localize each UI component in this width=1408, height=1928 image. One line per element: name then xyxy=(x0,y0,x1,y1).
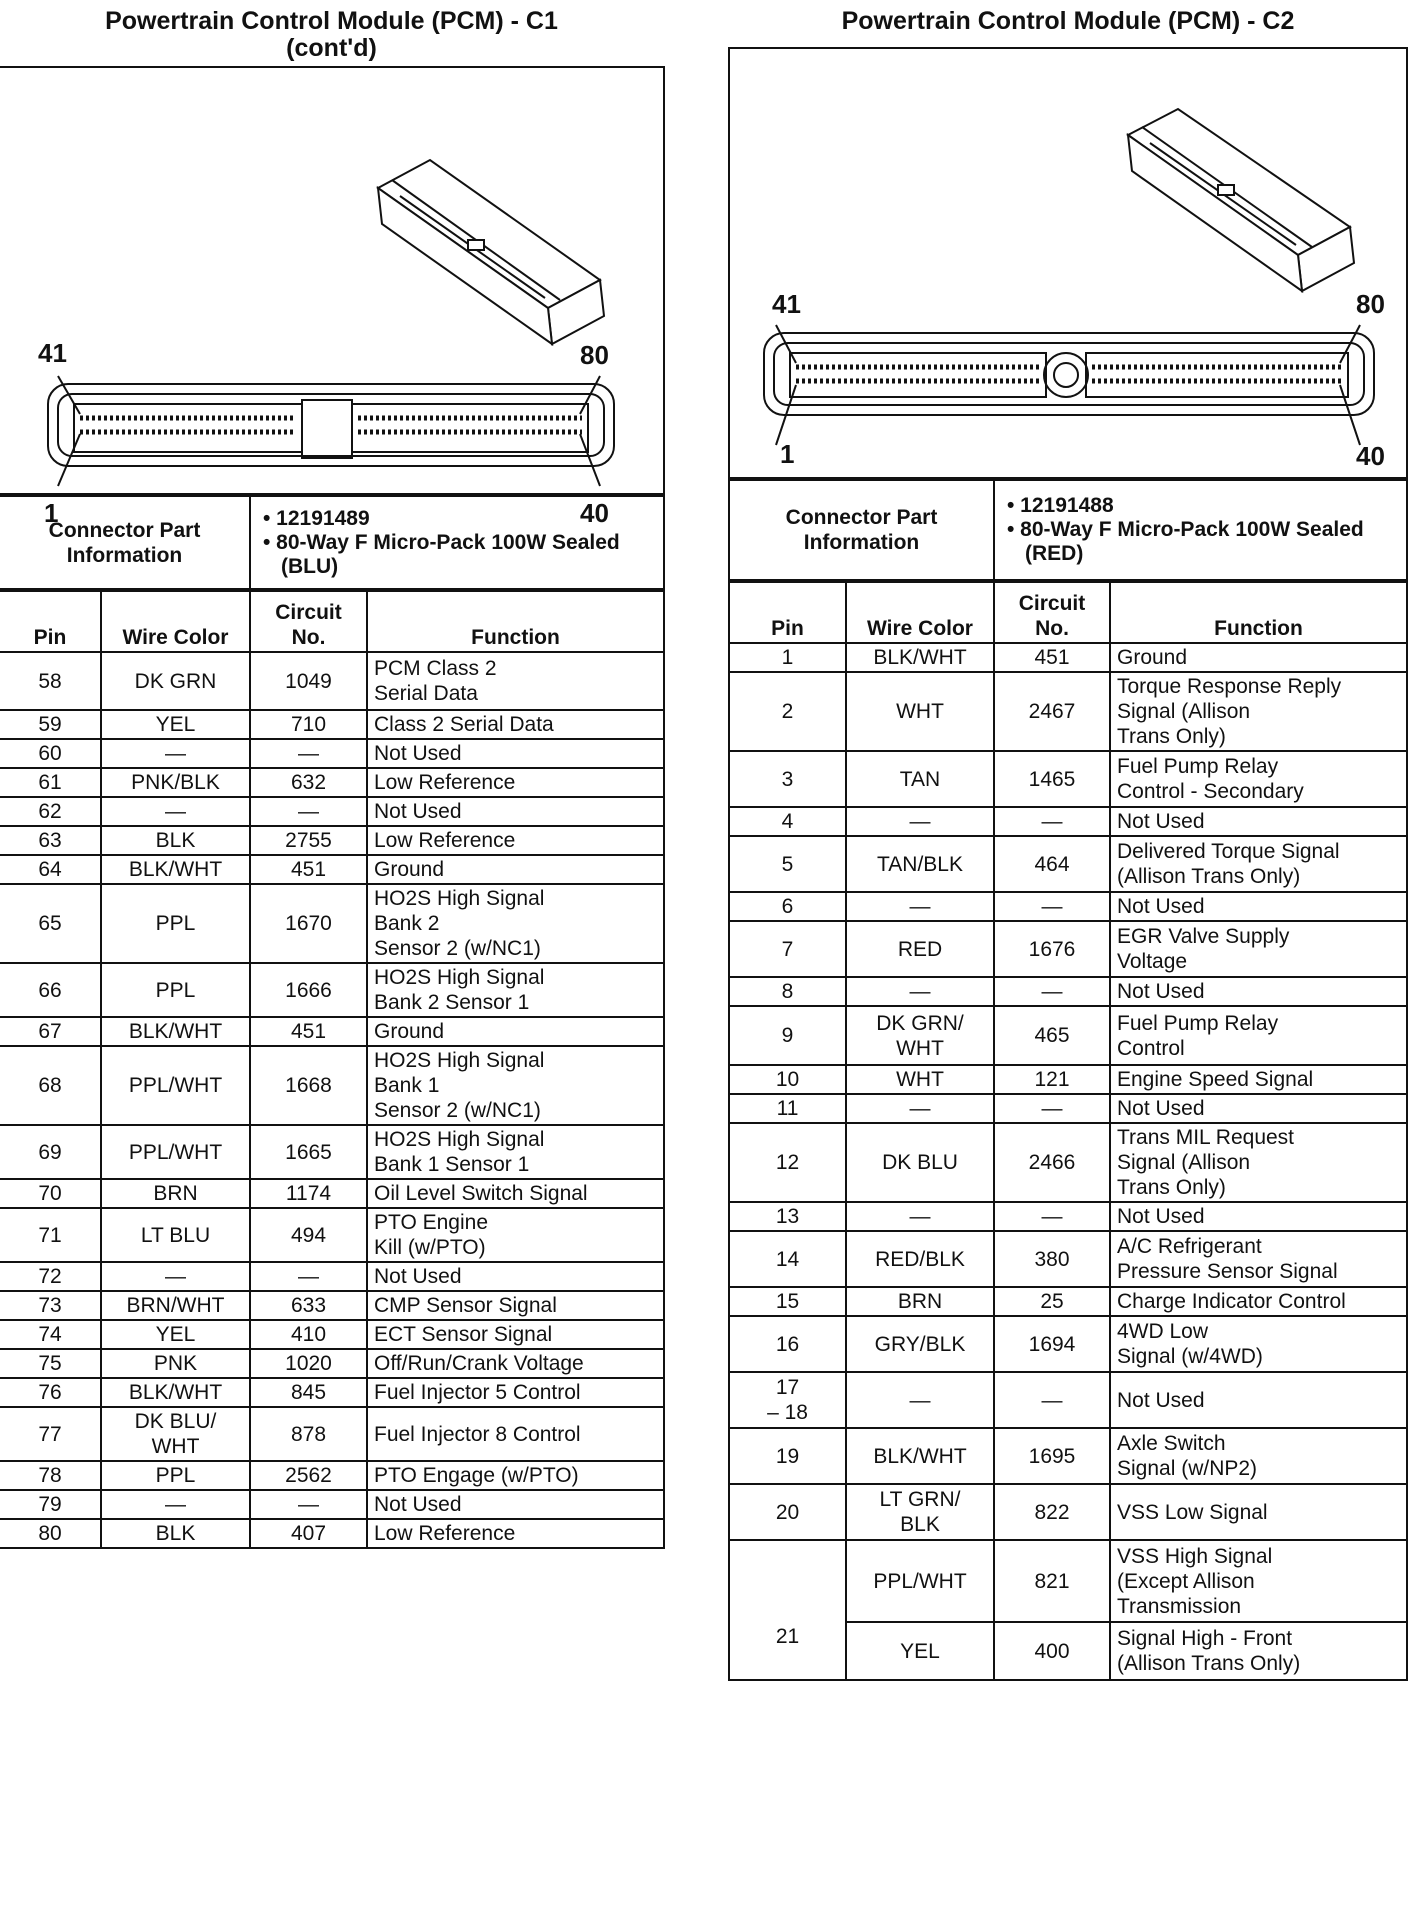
wire-color-cell: — xyxy=(846,807,994,836)
table-row xyxy=(0,1291,663,1320)
table-row xyxy=(730,892,1406,921)
wire-color-cell: BRN xyxy=(101,1179,250,1208)
wire-color-cell: PPL/WHT xyxy=(101,1125,250,1179)
circuit-cell: 380 xyxy=(994,1231,1110,1287)
c2-pin-label-40: 40 xyxy=(1356,441,1385,471)
circuit-cell: 400 xyxy=(994,1622,1110,1680)
pin-cell: 8 xyxy=(730,977,846,1006)
pin-cell: 5 xyxy=(730,836,846,892)
c1-circuit-header: Circuit No. xyxy=(250,591,367,652)
wire-color-cell: BLK/WHT xyxy=(101,1378,250,1407)
wire-color-cell: BLK/WHT xyxy=(101,855,250,884)
table-row xyxy=(0,1407,663,1461)
circuit-cell: — xyxy=(994,892,1110,921)
pin-cell: 70 xyxy=(0,1179,101,1208)
table-row xyxy=(730,836,1406,892)
table-row xyxy=(0,1262,663,1291)
table-row xyxy=(0,855,663,884)
wire-color-cell: LT GRN/ BLK xyxy=(846,1484,994,1540)
pin-cell: 66 xyxy=(0,963,101,1017)
pin-cell: 71 xyxy=(0,1208,101,1262)
function-cell: Not Used xyxy=(367,739,663,768)
function-cell: Oil Level Switch Signal xyxy=(367,1179,663,1208)
wire-color-cell: — xyxy=(101,1262,250,1291)
wire-color-cell: YEL xyxy=(101,1320,250,1349)
pin-cell: 58 xyxy=(0,652,101,710)
function-cell: PTO Engine Kill (w/PTO) xyxy=(367,1208,663,1262)
pin-cell: 76 xyxy=(0,1378,101,1407)
connector-c2-panel xyxy=(728,0,1408,1681)
function-cell: Engine Speed Signal xyxy=(1110,1065,1406,1094)
function-cell: Class 2 Serial Data xyxy=(367,710,663,739)
function-cell: HO2S High Signal Bank 1 Sensor 2 (w/NC1) xyxy=(367,1046,663,1125)
c1-wire-color-header: Wire Color xyxy=(101,591,250,652)
wire-color-cell: WHT xyxy=(846,672,994,751)
pin-cell: 9 xyxy=(730,1006,846,1065)
c1-pin-label-80: 80 xyxy=(580,340,609,370)
c2-wire-color-header: Wire Color xyxy=(846,582,994,643)
circuit-cell: 407 xyxy=(250,1519,367,1548)
pin-cell: 61 xyxy=(0,768,101,797)
function-cell: Low Reference xyxy=(367,1519,663,1548)
function-cell: VSS Low Signal xyxy=(1110,1484,1406,1540)
pin-cell: 67 xyxy=(0,1017,101,1046)
function-cell: Low Reference xyxy=(367,826,663,855)
wire-color-cell: — xyxy=(846,1094,994,1123)
function-cell: Not Used xyxy=(1110,977,1406,1006)
circuit-cell: 451 xyxy=(250,855,367,884)
circuit-cell: 121 xyxy=(994,1065,1110,1094)
circuit-cell: 1666 xyxy=(250,963,367,1017)
pin-cell: 13 xyxy=(730,1202,846,1231)
function-cell: 4WD Low Signal (w/4WD) xyxy=(1110,1316,1406,1372)
pin-cell: 59 xyxy=(0,710,101,739)
pin-cell: 77 xyxy=(0,1407,101,1461)
function-cell: ECT Sensor Signal xyxy=(367,1320,663,1349)
function-cell: Ground xyxy=(367,855,663,884)
table-row xyxy=(0,1378,663,1407)
c2-pin-label-41: 41 xyxy=(772,289,801,319)
table-row xyxy=(0,710,663,739)
pin-cell: 62 xyxy=(0,797,101,826)
table-row xyxy=(0,884,663,963)
circuit-cell: 878 xyxy=(250,1407,367,1461)
circuit-cell: — xyxy=(994,977,1110,1006)
wire-color-cell: RED/BLK xyxy=(846,1231,994,1287)
function-cell: PCM Class 2 Serial Data xyxy=(367,652,663,710)
function-cell: Not Used xyxy=(1110,1372,1406,1428)
table-row xyxy=(0,739,663,768)
pin-cell: 60 xyxy=(0,739,101,768)
table-row xyxy=(0,1017,663,1046)
circuit-cell: — xyxy=(994,1094,1110,1123)
c1-title: Powertrain Control Module (PCM) - C1 (cont'd) xyxy=(105,7,558,62)
c2-pin-table xyxy=(730,581,1406,1681)
wire-color-cell: WHT xyxy=(846,1065,994,1094)
function-cell: Fuel Injector 8 Control xyxy=(367,1407,663,1461)
c2-box xyxy=(728,47,1408,1681)
c1-box xyxy=(0,66,665,1549)
table-row xyxy=(730,1428,1406,1484)
wire-color-cell: — xyxy=(101,1490,250,1519)
wire-color-cell: DK BLU xyxy=(846,1123,994,1202)
circuit-cell: 2466 xyxy=(994,1123,1110,1202)
table-row xyxy=(730,1316,1406,1372)
function-cell: Not Used xyxy=(367,1490,663,1519)
pin-cell: 73 xyxy=(0,1291,101,1320)
c1-pin-label-41: 41 xyxy=(38,338,67,368)
table-row xyxy=(0,652,663,710)
table-row xyxy=(0,797,663,826)
table-row xyxy=(730,1287,1406,1316)
table-row xyxy=(0,1125,663,1179)
table-row xyxy=(0,1046,663,1125)
wire-color-cell: — xyxy=(846,977,994,1006)
pin-cell: 12 xyxy=(730,1123,846,1202)
table-row xyxy=(730,977,1406,1006)
pin-cell: 74 xyxy=(0,1320,101,1349)
c2-part-details: • 12191488 • 80-Way F Micro-Pack 100W Sealed (RED) xyxy=(994,480,1406,580)
table-row xyxy=(0,1179,663,1208)
table-row xyxy=(730,921,1406,977)
circuit-cell: 465 xyxy=(994,1006,1110,1065)
pin-cell: 65 xyxy=(0,884,101,963)
wire-color-cell: — xyxy=(101,739,250,768)
table-row xyxy=(730,1484,1406,1540)
circuit-cell: 822 xyxy=(994,1484,1110,1540)
wire-color-cell: BLK xyxy=(101,826,250,855)
wire-color-cell: — xyxy=(846,1202,994,1231)
table-row xyxy=(0,1461,663,1490)
table-row xyxy=(730,672,1406,751)
pin-cell: 6 xyxy=(730,892,846,921)
pin-cell: 14 xyxy=(730,1231,846,1287)
wire-color-cell: DK GRN xyxy=(101,652,250,710)
circuit-cell: — xyxy=(250,797,367,826)
c1-connector-drawing xyxy=(0,68,663,493)
pin-cell: 4 xyxy=(730,807,846,836)
pin-cell: 2 xyxy=(730,672,846,751)
circuit-cell: 451 xyxy=(250,1017,367,1046)
c2-part-info xyxy=(730,479,1406,581)
table-row xyxy=(730,1094,1406,1123)
wire-color-cell: PPL/WHT xyxy=(101,1046,250,1125)
wire-color-cell: — xyxy=(101,797,250,826)
function-cell: EGR Valve Supply Voltage xyxy=(1110,921,1406,977)
table-row xyxy=(730,1006,1406,1065)
wire-color-cell: YEL xyxy=(101,710,250,739)
wire-color-cell: — xyxy=(846,1372,994,1428)
wire-color-cell: LT BLU xyxy=(101,1208,250,1262)
circuit-cell: 633 xyxy=(250,1291,367,1320)
table-row xyxy=(730,1540,1406,1622)
table-row xyxy=(0,1320,663,1349)
wire-color-cell: DK GRN/ WHT xyxy=(846,1006,994,1065)
function-cell: Fuel Injector 5 Control xyxy=(367,1378,663,1407)
c2-pin-label-80: 80 xyxy=(1356,289,1385,319)
wire-color-cell: TAN xyxy=(846,751,994,807)
wire-color-cell: BRN xyxy=(846,1287,994,1316)
pin-cell: 16 xyxy=(730,1316,846,1372)
table-row xyxy=(730,643,1406,672)
table-row xyxy=(730,1202,1406,1231)
pin-cell: 20 xyxy=(730,1484,846,1540)
circuit-cell: — xyxy=(250,1490,367,1519)
c1-part-info xyxy=(0,495,663,590)
c2-part-label: Connector Part Information xyxy=(730,480,994,580)
function-cell: Off/Run/Crank Voltage xyxy=(367,1349,663,1378)
function-cell: HO2S High Signal Bank 1 Sensor 1 xyxy=(367,1125,663,1179)
function-cell: HO2S High Signal Bank 2 Sensor 2 (w/NC1) xyxy=(367,884,663,963)
wire-color-cell: YEL xyxy=(846,1622,994,1680)
c2-connector-3d-icon xyxy=(1128,109,1354,291)
circuit-cell: 2467 xyxy=(994,672,1110,751)
c2-connector-diagram xyxy=(730,49,1406,479)
pin-cell: 75 xyxy=(0,1349,101,1378)
function-cell: Not Used xyxy=(1110,1094,1406,1123)
c2-pin-header: Pin xyxy=(730,582,846,643)
table-row xyxy=(0,768,663,797)
circuit-cell: — xyxy=(250,739,367,768)
table-row xyxy=(0,1490,663,1519)
pin-cell: 64 xyxy=(0,855,101,884)
table-row xyxy=(730,751,1406,807)
table-row xyxy=(0,1208,663,1262)
wire-color-cell: PNK/BLK xyxy=(101,768,250,797)
circuit-cell: 1174 xyxy=(250,1179,367,1208)
function-cell: Delivered Torque Signal (Allison Trans Only) xyxy=(1110,836,1406,892)
table-row xyxy=(730,1065,1406,1094)
function-cell: Ground xyxy=(1110,643,1406,672)
function-cell: Not Used xyxy=(1110,807,1406,836)
wire-color-cell: — xyxy=(846,892,994,921)
circuit-cell: 632 xyxy=(250,768,367,797)
function-cell: Not Used xyxy=(367,797,663,826)
circuit-cell: 1465 xyxy=(994,751,1110,807)
function-cell: Signal High - Front (Allison Trans Only) xyxy=(1110,1622,1406,1680)
wire-color-cell: BLK/WHT xyxy=(101,1017,250,1046)
circuit-cell: 451 xyxy=(994,643,1110,672)
pin-cell: 19 xyxy=(730,1428,846,1484)
circuit-cell: — xyxy=(250,1262,367,1291)
c2-function-header: Function xyxy=(1110,582,1406,643)
c2-title: Powertrain Control Module (PCM) - C2 xyxy=(841,7,1295,35)
wire-color-cell: RED xyxy=(846,921,994,977)
function-cell: Not Used xyxy=(1110,892,1406,921)
pin-cell: 63 xyxy=(0,826,101,855)
wire-color-cell: PPL xyxy=(101,884,250,963)
function-cell: Fuel Pump Relay Control - Secondary xyxy=(1110,751,1406,807)
wire-color-cell: BRN/WHT xyxy=(101,1291,250,1320)
table-row xyxy=(730,1123,1406,1202)
circuit-cell: — xyxy=(994,807,1110,836)
pin-cell: 80 xyxy=(0,1519,101,1548)
pin-cell: 17 – 18 xyxy=(730,1372,846,1428)
table-row xyxy=(730,1372,1406,1428)
wire-color-cell: GRY/BLK xyxy=(846,1316,994,1372)
table-row xyxy=(730,807,1406,836)
function-cell: VSS High Signal (Except Allison Transmission xyxy=(1110,1540,1406,1622)
connector-c1-panel xyxy=(0,0,665,1549)
wire-color-cell: PNK xyxy=(101,1349,250,1378)
circuit-cell: 1676 xyxy=(994,921,1110,977)
pin-cell: 78 xyxy=(0,1461,101,1490)
table-row xyxy=(0,1349,663,1378)
circuit-cell: 1670 xyxy=(250,884,367,963)
function-cell: Trans MIL Request Signal (Allison Trans Only) xyxy=(1110,1123,1406,1202)
c2-pin-label-1: 1 xyxy=(780,439,795,469)
c1-pin-label-40: 40 xyxy=(580,498,609,528)
circuit-cell: 2755 xyxy=(250,826,367,855)
c1-connector-3d-icon xyxy=(378,160,604,344)
c1-pin-table xyxy=(0,590,663,1549)
pin-cell: 7 xyxy=(730,921,846,977)
table-row xyxy=(0,963,663,1017)
pin-cell: 68 xyxy=(0,1046,101,1125)
circuit-cell: 1020 xyxy=(250,1349,367,1378)
circuit-cell: 845 xyxy=(250,1378,367,1407)
wire-color-cell: BLK/WHT xyxy=(846,643,994,672)
function-cell: Charge Indicator Control xyxy=(1110,1287,1406,1316)
pin-cell: 21 xyxy=(730,1540,846,1680)
function-cell: Ground xyxy=(367,1017,663,1046)
function-cell: Torque Response Reply Signal (Allison Trans Only) xyxy=(1110,672,1406,751)
circuit-cell: 1694 xyxy=(994,1316,1110,1372)
circuit-cell: 464 xyxy=(994,836,1110,892)
wire-color-cell: DK BLU/ WHT xyxy=(101,1407,250,1461)
c1-connector-face-icon xyxy=(48,376,614,486)
circuit-cell: 1695 xyxy=(994,1428,1110,1484)
pin-cell: 69 xyxy=(0,1125,101,1179)
function-cell: Not Used xyxy=(1110,1202,1406,1231)
c2-connector-face-icon xyxy=(764,325,1374,445)
circuit-cell: — xyxy=(994,1372,1110,1428)
function-cell: HO2S High Signal Bank 2 Sensor 1 xyxy=(367,963,663,1017)
pin-cell: 3 xyxy=(730,751,846,807)
wire-color-cell: PPL/WHT xyxy=(846,1540,994,1622)
circuit-cell: 1668 xyxy=(250,1046,367,1125)
pin-cell: 72 xyxy=(0,1262,101,1291)
wire-color-cell: BLK/WHT xyxy=(846,1428,994,1484)
circuit-cell: 25 xyxy=(994,1287,1110,1316)
pin-cell: 10 xyxy=(730,1065,846,1094)
circuit-cell: 410 xyxy=(250,1320,367,1349)
circuit-cell: 494 xyxy=(250,1208,367,1262)
wire-color-cell: PPL xyxy=(101,963,250,1017)
wire-color-cell: PPL xyxy=(101,1461,250,1490)
table-row xyxy=(0,826,663,855)
function-cell: A/C Refrigerant Pressure Sensor Signal xyxy=(1110,1231,1406,1287)
c2-connector-drawing xyxy=(730,49,1406,477)
function-cell: Low Reference xyxy=(367,768,663,797)
circuit-cell: 710 xyxy=(250,710,367,739)
pin-cell: 15 xyxy=(730,1287,846,1316)
table-row xyxy=(0,1519,663,1548)
pin-cell: 1 xyxy=(730,643,846,672)
table-row xyxy=(730,1231,1406,1287)
function-cell: Not Used xyxy=(367,1262,663,1291)
c1-pin-label-1: 1 xyxy=(44,498,59,528)
circuit-cell: 1665 xyxy=(250,1125,367,1179)
circuit-cell: 821 xyxy=(994,1540,1110,1622)
pin-cell: 11 xyxy=(730,1094,846,1123)
wire-color-cell: BLK xyxy=(101,1519,250,1548)
c1-connector-diagram xyxy=(0,68,663,528)
wire-color-cell: TAN/BLK xyxy=(846,836,994,892)
function-cell: CMP Sensor Signal xyxy=(367,1291,663,1320)
pin-cell: 79 xyxy=(0,1490,101,1519)
circuit-cell: 1049 xyxy=(250,652,367,710)
function-cell: Axle Switch Signal (w/NP2) xyxy=(1110,1428,1406,1484)
c1-part-details: • 12191489 • 80-Way F Micro-Pack 100W Sealed (BLU) xyxy=(250,496,663,589)
function-cell: Fuel Pump Relay Control xyxy=(1110,1006,1406,1065)
circuit-cell: 2562 xyxy=(250,1461,367,1490)
c1-part-label: Connector Part Information xyxy=(0,496,250,589)
function-cell: PTO Engage (w/PTO) xyxy=(367,1461,663,1490)
c2-circuit-header: Circuit No. xyxy=(994,582,1110,643)
c1-function-header: Function xyxy=(367,591,663,652)
c1-pin-header: Pin xyxy=(0,591,101,652)
circuit-cell: — xyxy=(994,1202,1110,1231)
